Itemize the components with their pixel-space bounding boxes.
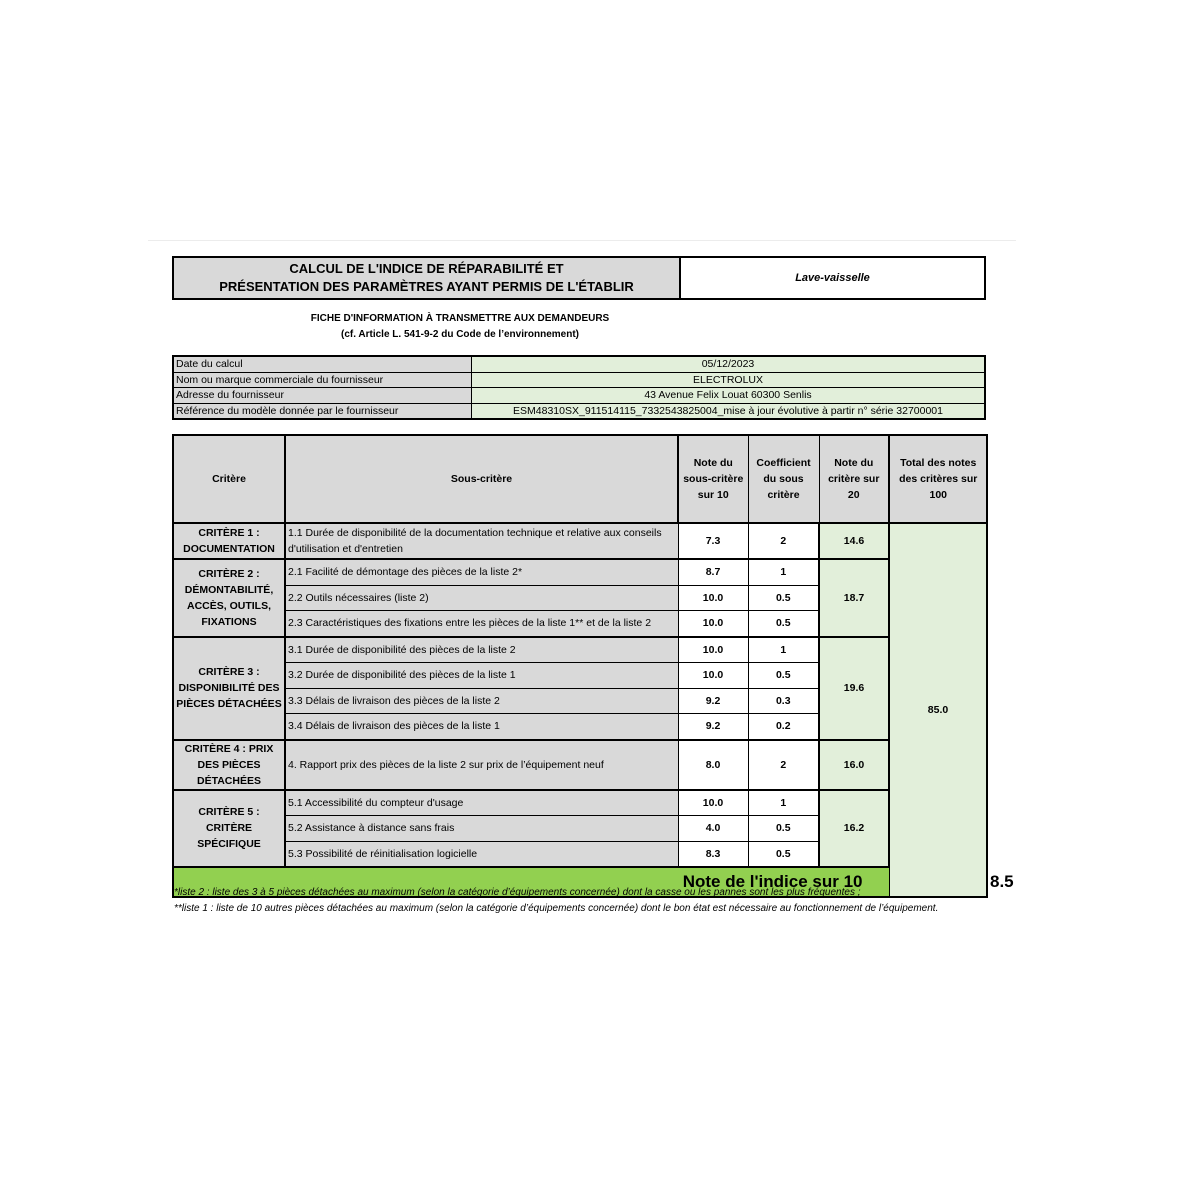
col-coef: Coefficient du sous critère [748, 435, 819, 523]
fiche-line-1: FICHE D'INFORMATION À TRANSMETTRE AUX DEMANDEURS [310, 313, 610, 324]
title-line-1: CALCUL DE L'INDICE DE RÉPARABILITÉ ET [289, 261, 564, 276]
criterion-5-score: 16.2 [819, 790, 889, 868]
footnote-1: *liste 2 : liste des 3 à 5 pièces détachées au maximum (selon la catégorie d’équipements concernée) dont la casse ou les pannes sont les plus fréquentes ; [174, 887, 861, 898]
subcriterion-note: 8.0 [678, 740, 748, 790]
info-label: Date du calcul [173, 356, 472, 372]
subcriterion-note: 10.0 [678, 663, 748, 689]
page-top-rule [148, 240, 1016, 241]
fiche-line-2: (cf. Article L. 541-9-2 du Code de l’environnement) [340, 329, 579, 340]
product-type: Lave-vaisselle [681, 258, 984, 298]
criterion-3: CRITÈRE 3 : DISPONIBILITÉ DES PIÈCES DÉTACHÉES [173, 637, 285, 740]
info-label: Adresse du fournisseur [173, 388, 472, 404]
title-block [172, 256, 986, 300]
subcriterion-coef: 1 [748, 790, 819, 816]
subcriterion-coef: 2 [748, 740, 819, 790]
info-value: 43 Avenue Felix Louat 60300 Senlis [472, 388, 986, 404]
subcriterion-label: 5.3 Possibilité de réinitialisation logicielle [285, 841, 678, 867]
subcriterion-coef: 0.2 [748, 714, 819, 740]
subcriterion-label: 3.1 Durée de disponibilité des pièces de la liste 2 [285, 637, 678, 663]
col-note-sous: Note du sous-critère sur 10 [678, 435, 748, 523]
table-row [173, 523, 987, 559]
subcriterion-label: 5.2 Assistance à distance sans frais [285, 816, 678, 842]
subcriterion-label: 1.1 Durée de disponibilité de la documentation technique et relative aux conseils d'utilisation et d'entretien [285, 523, 678, 559]
subcriterion-label: 3.4 Délais de livraison des pièces de la liste 1 [285, 714, 678, 740]
info-label: Nom ou marque commerciale du fournisseur [173, 372, 472, 388]
subcriterion-note: 7.3 [678, 523, 748, 559]
repairability-table [172, 434, 1014, 898]
subcriterion-note: 8.3 [678, 841, 748, 867]
header-row [173, 435, 987, 523]
criterion-3-score: 19.6 [819, 637, 889, 740]
subcriterion-note: 10.0 [678, 637, 748, 663]
final-row: Note de l'indice sur 10 8.5 [173, 867, 987, 897]
final-score-label: Note de l'indice sur 10 [173, 867, 889, 897]
subcriterion-coef: 1 [748, 637, 819, 663]
subcriterion-coef: 0.5 [748, 611, 819, 637]
subcriterion-note: 8.7 [678, 559, 748, 585]
subcriterion-label: 2.1 Facilité de démontage des pièces de la liste 2* [285, 559, 678, 585]
col-critere: Critère [173, 435, 285, 523]
subcriterion-label: 5.1 Accessibilité du compteur d'usage [285, 790, 678, 816]
subcriterion-coef: 0.5 [748, 663, 819, 689]
subcriterion-coef: 0.3 [748, 688, 819, 714]
col-sous-critere: Sous-critère [285, 435, 678, 523]
criterion-5: CRITÈRE 5 : CRITÈRE SPÉCIFIQUE [173, 790, 285, 868]
subcriterion-label: 4. Rapport prix des pièces de la liste 2 sur prix de l’équipement neuf [285, 740, 678, 790]
criterion-4-score: 16.0 [819, 740, 889, 790]
subcriterion-note: 4.0 [678, 816, 748, 842]
subcriterion-label: 2.2 Outils nécessaires (liste 2) [285, 585, 678, 611]
footnotes [174, 885, 974, 917]
subcriterion-label: 3.3 Délais de livraison des pièces de la liste 2 [285, 688, 678, 714]
info-label: Référence du modèle donnée par le fournisseur [173, 403, 472, 419]
supplier-info-table [172, 355, 986, 420]
info-value: ESM48310SX_911514115_7332543825004_mise à jour évolutive à partir n° série 32700001 [472, 403, 986, 419]
document-title [174, 258, 681, 298]
subcriterion-coef: 0.5 [748, 816, 819, 842]
footnote-2: **liste 1 : liste de 10 autres pièces détachées au maximum (selon la catégorie d’équipements concernée) dont le bon état est nécessaire au fonctionnement de l’équipement. [174, 903, 939, 914]
criterion-1-score: 14.6 [819, 523, 889, 559]
table-row [173, 790, 987, 816]
title-line-2: PRÉSENTATION DES PARAMÈTRES AYANT PERMIS DE L'ÉTABLIR [219, 279, 634, 294]
col-total: Total des notes des critères sur 100 [889, 435, 987, 523]
criterion-4: CRITÈRE 4 : PRIX DES PIÈCES DÉTACHÉES [173, 740, 285, 790]
info-row [173, 403, 985, 419]
subcriterion-coef: 2 [748, 523, 819, 559]
criterion-1: CRITÈRE 1 : DOCUMENTATION [173, 523, 285, 559]
subcriterion-note: 10.0 [678, 790, 748, 816]
info-row [173, 372, 985, 388]
col-note-critere: Note du critère sur 20 [819, 435, 889, 523]
subcriterion-label: 3.2 Durée de disponibilité des pièces de la liste 1 [285, 663, 678, 689]
info-value: 05/12/2023 [472, 356, 986, 372]
subcriterion-coef: 0.5 [748, 841, 819, 867]
table-row [173, 637, 987, 663]
info-row [173, 388, 985, 404]
table-row [173, 559, 987, 585]
subcriterion-note: 10.0 [678, 611, 748, 637]
subcriterion-coef: 0.5 [748, 585, 819, 611]
subcriterion-coef: 1 [748, 559, 819, 585]
subcriterion-note: 9.2 [678, 688, 748, 714]
info-row [173, 356, 985, 372]
table-row [173, 740, 987, 790]
subcriterion-note: 10.0 [678, 585, 748, 611]
fiche-subtitle [172, 311, 748, 343]
total-score: 85.0 [889, 523, 987, 897]
criterion-2: CRITÈRE 2 : DÉMONTABILITÉ, ACCÈS, OUTILS, FIXATIONS [173, 559, 285, 637]
info-value: ELECTROLUX [472, 372, 986, 388]
subcriterion-label: 2.3 Caractéristiques des fixations entre les pièces de la liste 1** et de la liste 2 [285, 611, 678, 637]
subcriterion-note: 9.2 [678, 714, 748, 740]
criterion-2-score: 18.7 [819, 559, 889, 637]
